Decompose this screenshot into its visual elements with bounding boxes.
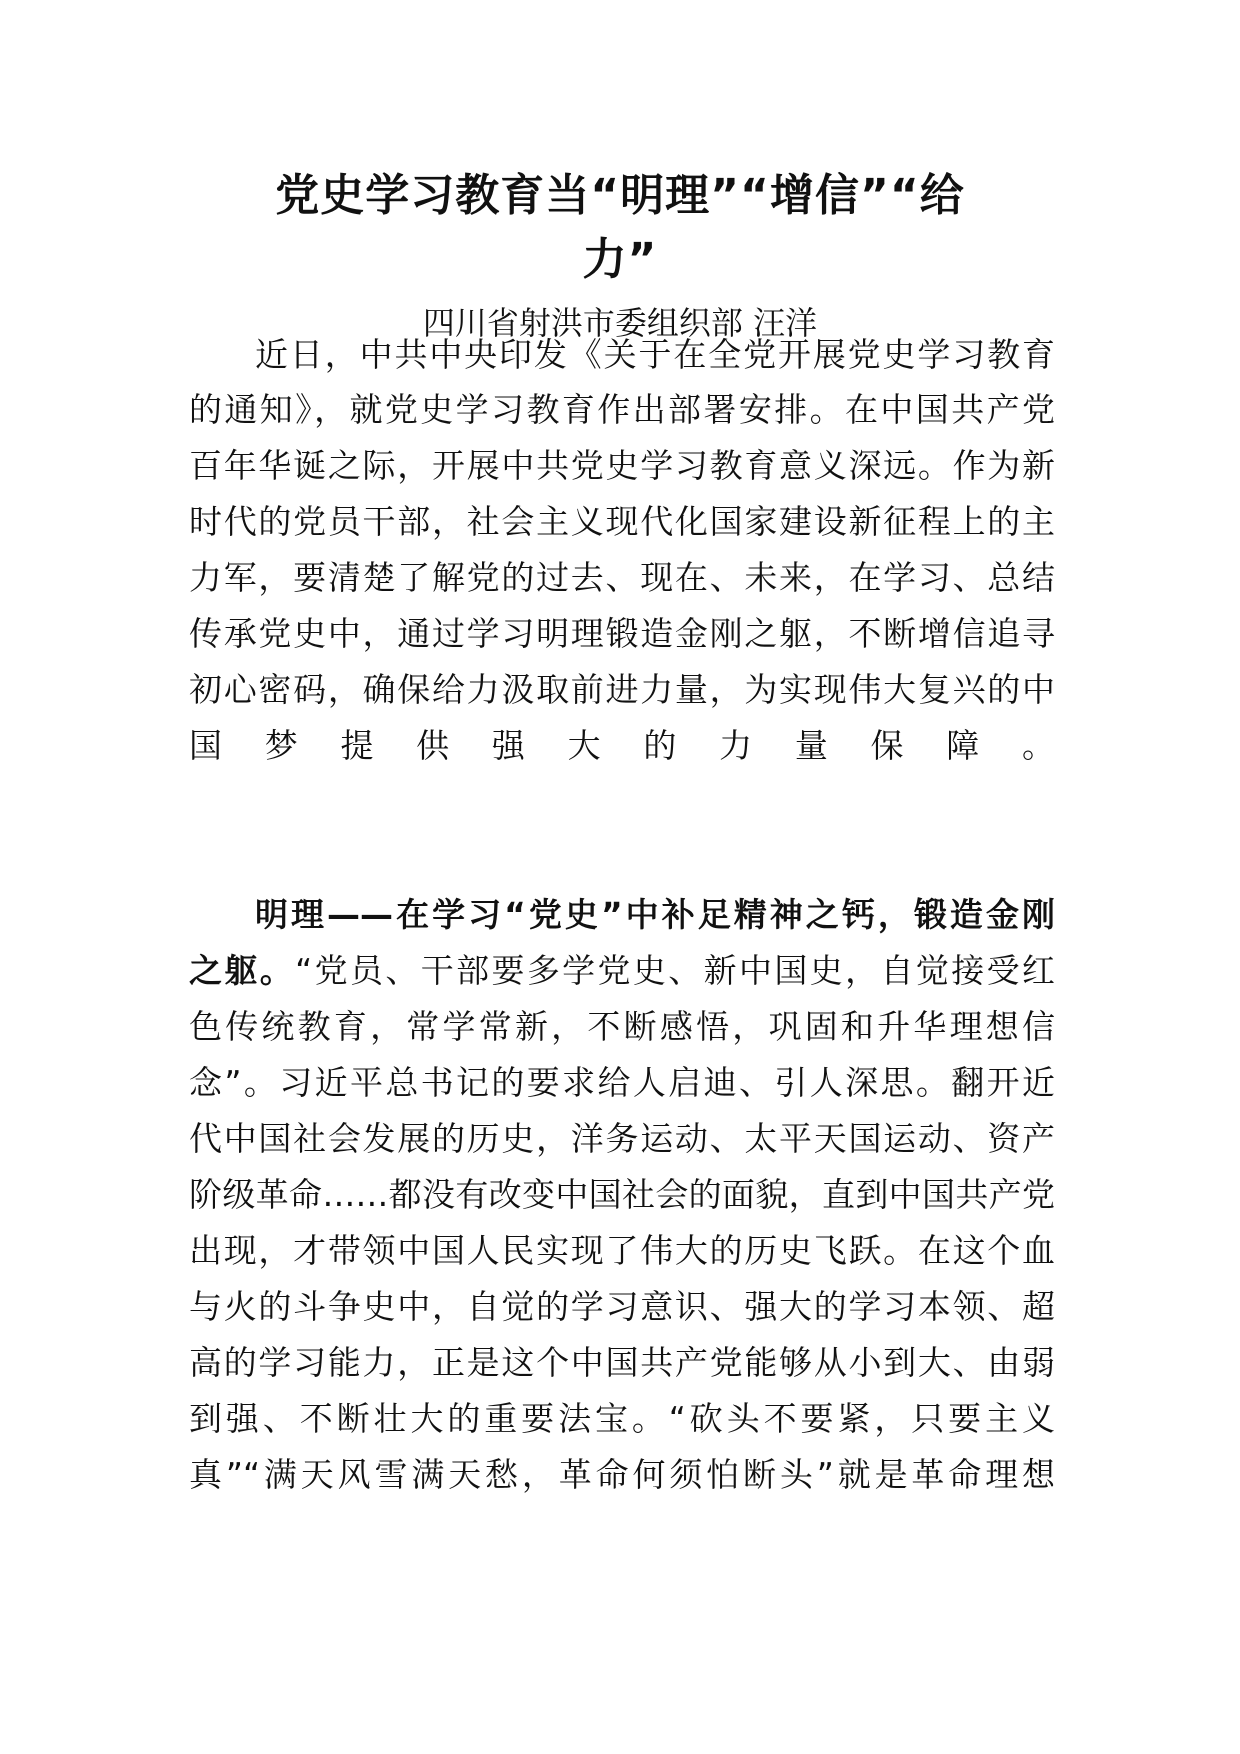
section-heading-mingli: 明理——在学习“党史”中补足精神之钙，锻造金刚 — [255, 895, 1055, 934]
author-byline: 四川省射洪市委组织部 汪洋 — [422, 304, 818, 342]
paragraph-2-line: 到强、不断壮大的重要法宝。“砍头不要紧，只要主义 — [189, 1399, 1055, 1438]
document-title-line-2: 力” — [582, 234, 658, 285]
paragraph-2-line: 念”。习近平总书记的要求给人启迪、引人深思。翻开近 — [189, 1063, 1055, 1102]
paragraph-2-line: 真”“满天风雪满天愁，革命何须怕断头”就是革命理想 — [189, 1455, 1055, 1494]
paragraph-2-line: 与火的斗争史中，自觉的学习意识、强大的学习本领、超 — [189, 1287, 1055, 1326]
section-heading-mingli-end: 之躯。 — [189, 951, 296, 990]
paragraph-1-line: 传承党史中，通过学习明理锻造金刚之躯，不断增信追寻 — [189, 614, 1055, 653]
paragraph-2-text: “党员、干部要多学党史、新中国史，自觉接受红 — [295, 951, 1056, 990]
paragraph-2-line: 高的学习能力，正是这个中国共产党能够从小到大、由弱 — [189, 1343, 1055, 1382]
paragraph-1-line: 力军，要清楚了解党的过去、现在、未来，在学习、总结 — [189, 558, 1055, 597]
paragraph-1-line: 初心密码，确保给力汲取前进力量，为实现伟大复兴的中 — [189, 670, 1055, 709]
document-title-line-1: 党史学习教育当“明理”“增信”“给 — [275, 170, 965, 221]
paragraph-2-line: 出现，才带领中国人民实现了伟大的历史飞跃。在这个血 — [189, 1231, 1055, 1270]
paragraph-1-line: 的通知》，就党史学习教育作出部署安排。在中国共产党 — [189, 390, 1055, 429]
paragraph-1-line: 国梦提供强大的力量保障。 — [189, 726, 1055, 765]
paragraph-2-line: 阶级革命……都没有改变中国社会的面貌，直到中国共产党 — [189, 1175, 1055, 1214]
paragraph-1-line: 近日，中共中央印发《关于在全党开展党史学习教育 — [255, 335, 1055, 374]
paragraph-1-line: 时代的党员干部，社会主义现代化国家建设新征程上的主 — [189, 502, 1055, 541]
paragraph-2-line — [189, 949, 1055, 993]
paragraph-2-line: 代中国社会发展的历史，洋务运动、太平天国运动、资产 — [189, 1119, 1055, 1158]
paragraph-1-line: 百年华诞之际，开展中共党史学习教育意义深远。作为新 — [189, 446, 1055, 485]
paragraph-2-line: 色传统教育，常学常新，不断感悟，巩固和升华理想信 — [189, 1007, 1055, 1046]
